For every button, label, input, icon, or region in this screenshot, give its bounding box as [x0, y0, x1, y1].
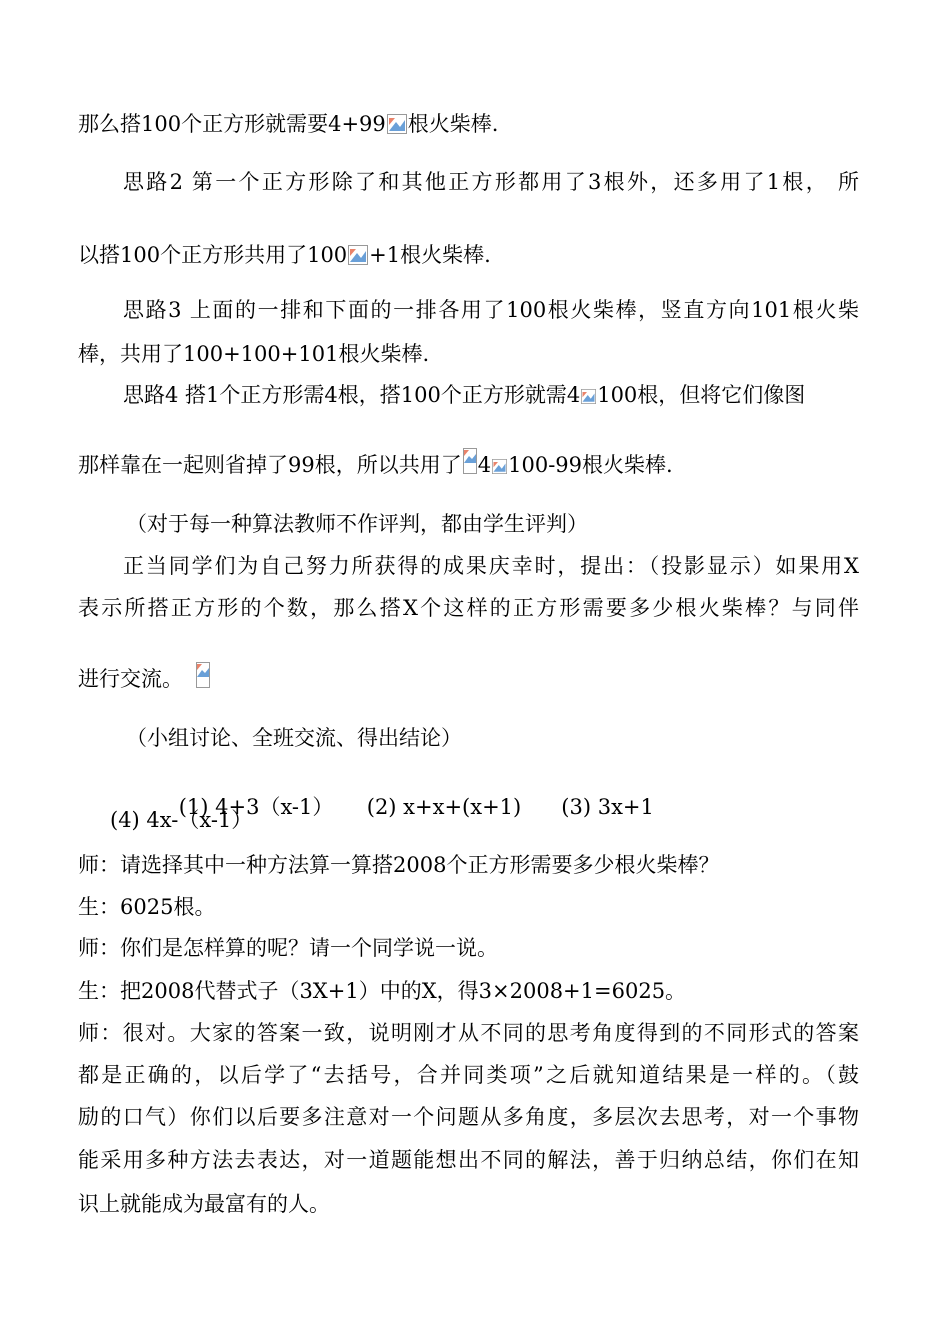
text-line-18: 生：把2008代替式子（3X+1）中的X，得3×2008+1=6025。 [78, 979, 687, 1003]
text-line-22: 能采用多种方法去表达，对一道题能想出不同的解法，善于归纳总结，你们在知 [78, 1148, 859, 1172]
broken-image-icon [196, 662, 210, 688]
text-line-17: 师：你们是怎样算的呢？请一个同学说一说。 [78, 936, 498, 960]
text-line-12: （小组讨论、全班交流、得出结论） [126, 726, 462, 750]
text-line-3: 以搭100个正方形共用了100 +1根火柴棒. [78, 243, 491, 267]
text-line-15: 师：请选择其中一种方法算一算搭2008个正方形需要多少根火柴棒？ [78, 853, 720, 877]
text-line-6: 思路4 搭1个正方形需4根，搭100个正方形就需4 100根，但将它们像图 [123, 383, 806, 407]
broken-image-icon [492, 459, 507, 474]
text-line-2: 思路2 第一个正方形除了和其他正方形都用了3根外，还多用了1根， 所 [123, 170, 859, 194]
text-line-16: 生：6025根。 [78, 895, 216, 919]
text-line-13: (1) 4+3（x-1） (2) x+x+(x+1) (3) 3x+1 [178, 795, 654, 819]
text-line-8: （对于每一种算法教师不作评判，都由学生评判） [126, 512, 588, 536]
text-line-11: 进行交流。 [78, 662, 868, 693]
text-line-23: 识上就能成为最富有的人。 [78, 1192, 330, 1216]
text-line-21: 励的口气）你们以后要多注意对一个问题从多角度，多层次去思考，对一个事物 [78, 1105, 859, 1129]
text-line-4: 思路3 上面的一排和下面的一排各用了100根火柴棒，竖直方向101根火柴 [123, 298, 859, 322]
text-line-20: 都是正确的，以后学了“去括号，合并同类项”之后就知道结果是一样的。（鼓 [78, 1063, 859, 1087]
text-line-9: 正当同学们为自己努力所获得的成果庆幸时，提出：（投影显示）如果用X [123, 554, 859, 578]
broken-image-icon [387, 114, 407, 134]
text-line-5: 棒，共用了100+100+101根火柴棒. [78, 342, 430, 366]
text-line-1: 那么搭100个正方形就需要4+99 根火柴棒. [78, 112, 499, 136]
broken-image-icon [463, 448, 477, 474]
broken-image-icon [348, 245, 368, 265]
text-line-10: 表示所搭正方形的个数，那么搭X个这样的正方形需要多少根火柴棒？与同伴 [78, 596, 859, 620]
broken-image-icon [581, 389, 596, 404]
text-line-19: 师：很对。大家的答案一致，说明刚才从不同的思考角度得到的不同形式的答案 [78, 1021, 859, 1045]
text-line-7: 那样靠在一起则省掉了99根，所以共用了 4 100-99根火柴棒. [78, 448, 868, 479]
text-line-14: (4) 4x-（x-1） [110, 808, 253, 832]
